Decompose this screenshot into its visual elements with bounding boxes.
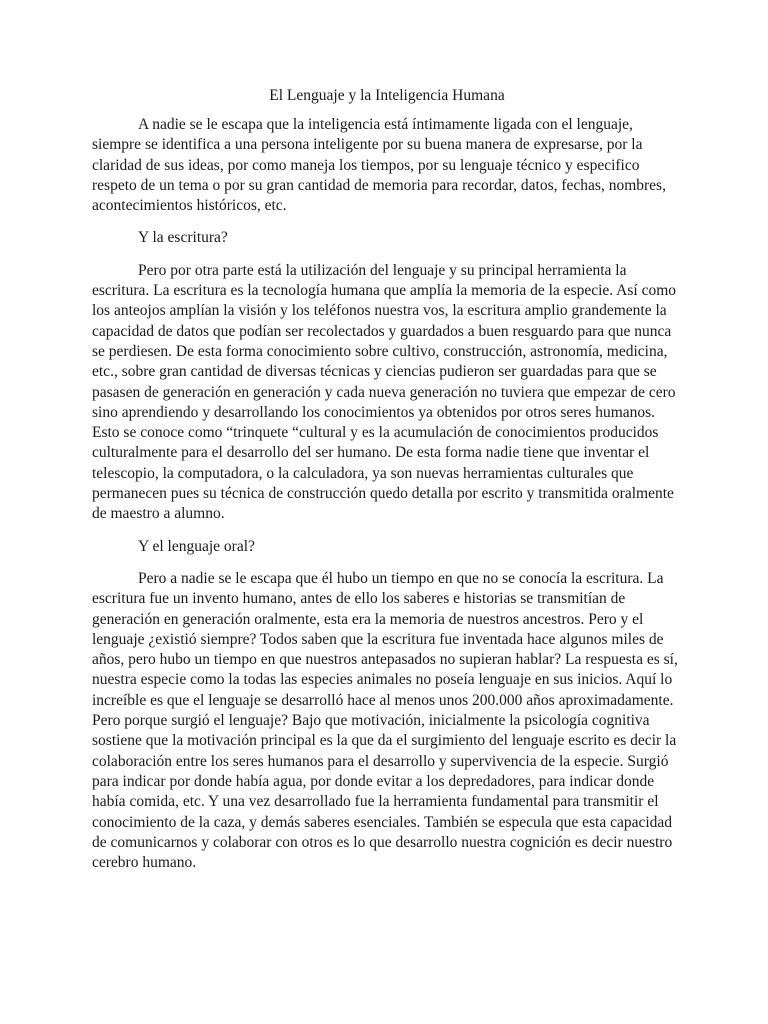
paragraph-oral-language: Pero a nadie se le escapa que él hubo un tiempo en que no se conocía la escritura. La escritura fue un invento humano, antes de ello los saberes e historias se transmitían de generación en generación oralmente, esta era la memoria de nuestros ancestros. Pero y el lenguaje ¿existió siempre? Todos saben que la escritura fue inventada hace algunos miles de años, pero hubo un tiempo en que nuestros antepasados no supieran hablar? La respuesta es sí, nuestra especie como la todas las especies animales no poseía lenguaje en sus inicios. Aquí lo increíble es que el lenguaje se desarrolló hace al menos unos 200.000 años aproximadamente. Pero porque surgió el lenguaje? Bajo que motivación, inicialmente la psicología cognitiva sostiene que la motivación principal es la que da el surgimiento del lenguaje escrito es decir la colaboración entre los seres humanos para el desarrollo y supervivencia de la especie. Surgió para indicar por donde había agua, por donde evitar a los depredadores, para indicar donde había comida, etc. Y una vez desarrollado fue la herramienta fundamental para transmitir el conocimiento de la caza, y demás saberes esenciales. También se especula que esta capacidad de comunicarnos y colaborar con otros es lo que desarrollo nuestra cognición es decir nuestro cerebro humano. bbox=[92, 569, 678, 872]
document-page bbox=[92, 84, 682, 885]
paragraph-writing: Pero por otra parte está la utilización del lenguaje y su principal herramienta la escritura. La escritura es la tecnología humana que amplía la memoria de la especie. Así como los anteojos amplían la visión y los teléfonos nuestra vos, la escritura amplio grandemente la capacidad de datos que podían ser recolectados y guardados a buen resguardo para que nunca se perdiesen. De esta forma conocimiento sobre cultivo, construcción, astronomía, medicina, etc., sobre gran cantidad de diversas técnicas y ciencias pudieron ser guardadas para que se pasasen de generación en generación y cada nueva generación no tuviera que empezar de cero sino aprendiendo y desarrollando los conocimientos ya obtenidos por otros seres humanos. Esto se conoce como “trinquete “cultural y es la acumulación de conocimientos producidos culturalmente para el desarrollo del ser humano. De esta forma nadie tiene que inventar el telescopio, la computadora, o la calculadora, ya son nuevas herramientas culturales que permanecen pues su técnica de construcción quedo detalla por escrito y transmitida oralmente de maestro a alumno. bbox=[92, 261, 677, 523]
paragraph-question-oral: Y el lenguaje oral? bbox=[138, 537, 255, 555]
paragraph-intro: A nadie se le escapa que la inteligencia está íntimamente ligada con el lenguaje, siempre se identifica a una persona inteligente por su buena manera de expresarse, por la claridad de sus ideas, por como maneja los tiempos, por su lenguaje técnico y especifico respeto de un tema o por su gran cantidad de memoria para recordar, datos, fechas, nombres, acontecimientos históricos, etc. bbox=[92, 116, 666, 215]
document-title: El Lenguaje y la Inteligencia Humana bbox=[269, 87, 505, 104]
paragraph-question-writing: Y la escritura? bbox=[138, 229, 228, 247]
